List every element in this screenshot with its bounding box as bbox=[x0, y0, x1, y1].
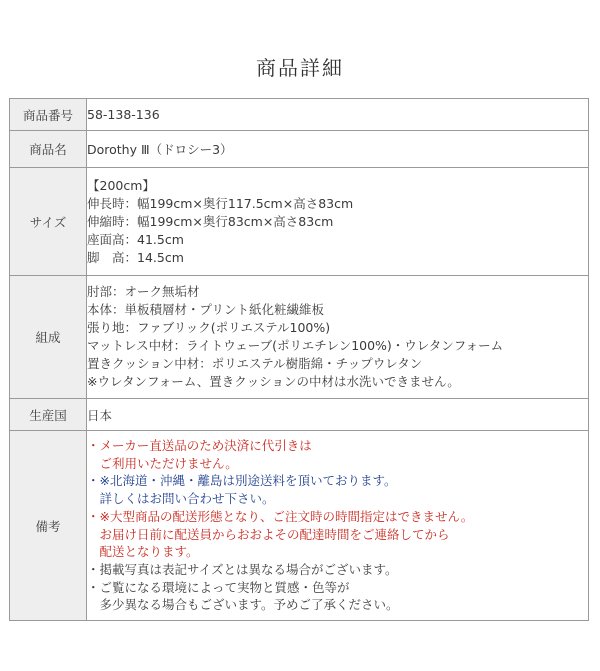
composition-line: 肘部：オーク無垢材 bbox=[87, 284, 200, 299]
product-number-value: 58-138-136 bbox=[87, 99, 589, 131]
size-line: 座面高：41.5cm bbox=[87, 231, 184, 247]
size-value bbox=[87, 168, 589, 276]
note-line: ・※北海道・沖縄・離島は別途送料を頂いております。 bbox=[87, 473, 397, 489]
spec-table bbox=[9, 98, 589, 621]
note-line: ・※大型商品の配送形態となり、ご注文時の時間指定はできません。 bbox=[87, 508, 474, 524]
origin-value: 日本 bbox=[87, 399, 589, 431]
note-line: ・掲載写真は表記サイズとは異なる場合がございます。 bbox=[87, 561, 398, 577]
composition-line: 置きクッション中材：ポリエステル樹脂綿・チップウレタン bbox=[87, 356, 423, 371]
size-line: 【200cm】 bbox=[87, 177, 155, 193]
table-row-notes bbox=[10, 431, 589, 621]
notes-value bbox=[87, 431, 589, 621]
note-line: ・ご覧になる環境によって実物と質感・色等が bbox=[87, 579, 350, 595]
composition-value bbox=[87, 276, 589, 399]
size-line: 脚 高：14.5cm bbox=[87, 249, 184, 265]
table-row-composition bbox=[10, 276, 589, 399]
notes-label: 備考 bbox=[10, 431, 87, 621]
note-line: ・メーカー直送品のため決済に代引きは bbox=[87, 437, 312, 453]
origin-label: 生産国 bbox=[10, 399, 87, 431]
table-row-product-number bbox=[10, 99, 589, 131]
note-line: 詳しくはお問い合わせ下さい。 bbox=[87, 491, 275, 507]
composition-line: マットレス中材：ライトウェーブ(ポリエチレン100%)・ウレタンフォーム bbox=[87, 338, 504, 353]
product-name-label: 商品名 bbox=[10, 131, 87, 168]
product-number-label: 商品番号 bbox=[10, 99, 87, 131]
table-row-size bbox=[10, 168, 589, 276]
composition-line: 本体：単板積層材・プリント紙化粧繊維板 bbox=[87, 302, 325, 317]
composition-line: ※ウレタンフォーム、置きクッションの中材は水洗いできません。 bbox=[87, 374, 460, 389]
note-line: 多少異なる場合もございます。予めご了承ください。 bbox=[87, 597, 399, 613]
note-line: 配送となります。 bbox=[87, 544, 199, 560]
size-line: 伸縮時：幅199cm×奥行83cm×高さ83cm bbox=[87, 213, 334, 229]
composition-line: 張り地：ファブリック(ポリエステル100%) bbox=[87, 320, 331, 335]
composition-label: 組成 bbox=[10, 276, 87, 399]
note-line: お届け日前に配送員からおおよその配達時間をご連絡してから bbox=[87, 526, 450, 542]
product-name-value: Dorothy Ⅲ（ドロシー3） bbox=[87, 131, 589, 168]
size-label: サイズ bbox=[10, 168, 87, 276]
size-line: 伸長時：幅199cm×奥行117.5cm×高さ83cm bbox=[87, 195, 354, 211]
table-row-product-name bbox=[10, 131, 589, 168]
page-title: 商品詳細 bbox=[256, 56, 344, 80]
note-line: ご利用いただけません。 bbox=[87, 455, 238, 471]
table-row-origin bbox=[10, 399, 589, 431]
